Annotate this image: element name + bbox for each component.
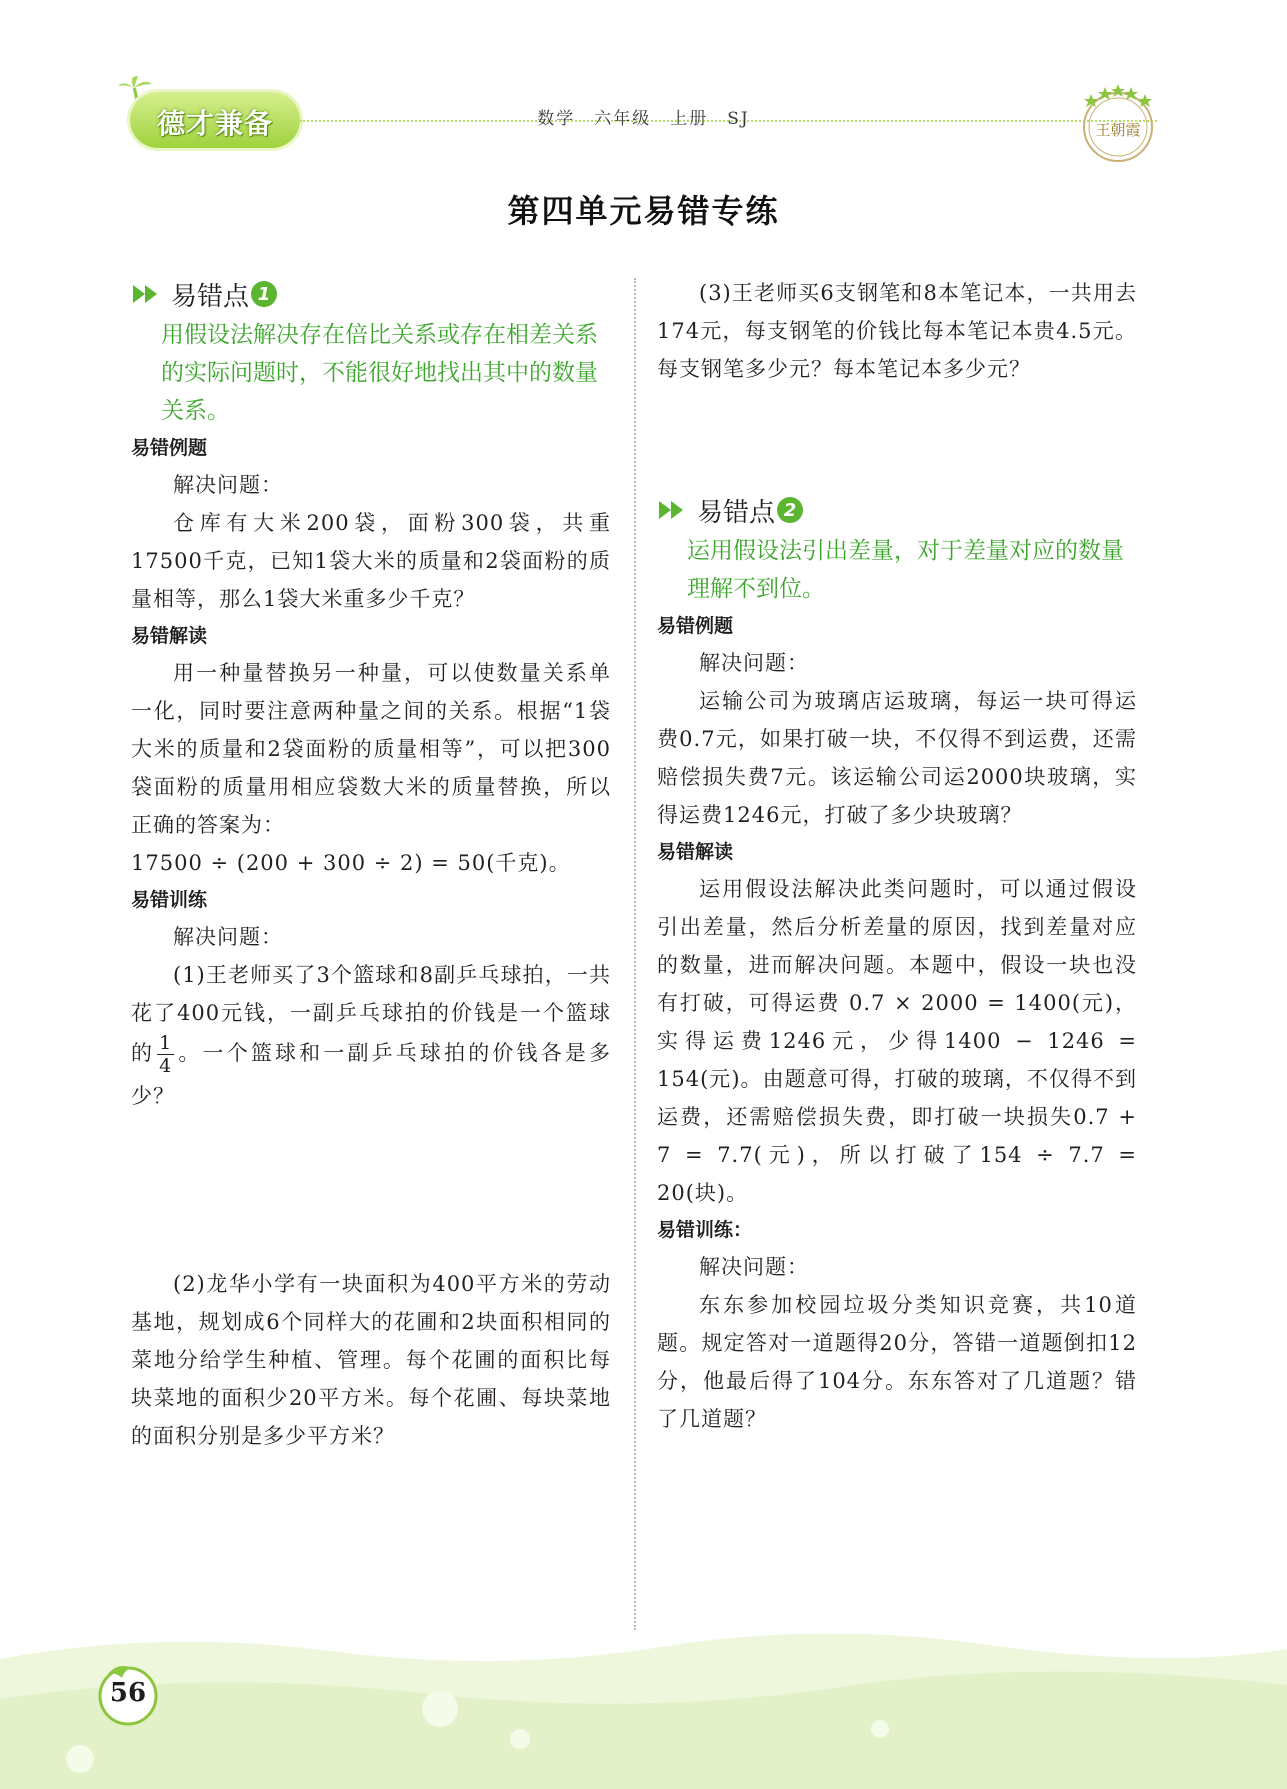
training-question-2: (2)龙华小学有一块面积为400平方米的劳动基地，规划成6个同样大的花圃和2块面积相同的菜地分给学生种植、管理。每个花圃的面积比每块菜地的面积少20平方米。每个花圃、每块菜地的面积分别是多少平方米？ (131, 1272, 611, 1448)
mistake-point-2-heading (657, 488, 1137, 532)
fraction-denominator: 4 (159, 1055, 173, 1077)
column-divider (634, 278, 636, 1630)
example-label-2: 易错例题 (657, 615, 734, 637)
training-intro-1: 解决问题： (173, 925, 283, 949)
logo-text: 德才兼备 (156, 107, 273, 140)
mistake-point-2-number: 2 (777, 497, 803, 523)
analysis-text-1: 用一种量替换另一种量，可以使数量关系单一化，同时要注意两种量之间的关系。根据“1袋大米的质量和2袋面粉的质量相等”，可以把300袋面粉的质量用相应袋数大米的质量替换，所以正确的答案为： (131, 661, 611, 837)
analysis-formula-1: 17500 ÷ (200 + 300 ÷ 2) = 50(千克)。 (131, 851, 571, 875)
answer-space (657, 388, 1137, 488)
mistake-point-1-heading (131, 272, 611, 316)
mistake-point-2-label: 易错点 (697, 497, 776, 528)
fraction-one-quarter (157, 1032, 174, 1077)
analysis-label-2: 易错解读 (657, 841, 734, 863)
fraction-numerator: 1 (159, 1032, 173, 1054)
q1-text-a: (1)王老师买了3个篮球和8副乒乓球拍，一共花了400元钱，一副乒乓球拍的价钱是一个篮球的 (131, 963, 611, 1065)
example-intro-1: 解决问题： (173, 473, 283, 497)
page-number-text: 56 (109, 1678, 147, 1708)
double-arrow-icon (657, 499, 689, 521)
training-question-1 (131, 956, 611, 1115)
training-question-4: 东东参加校园垃圾分类知识竞赛，共10道题。规定答对一道题得20分，答错一道题倒扣12分，他最后得了104分。东东答对了几道题？错了几道题？ (657, 1293, 1137, 1431)
mistake-point-1-label: 易错点 (171, 281, 250, 312)
page-title: 第四单元易错专练 (507, 192, 780, 230)
left-column (131, 272, 611, 1455)
example-intro-2: 解决问题： (699, 651, 809, 675)
footer-decoration (0, 1589, 1287, 1789)
mistake-point-1-number: 1 (251, 281, 277, 307)
header-subject-line: 数学 六年级 上册 SJ (537, 109, 750, 129)
answer-space (131, 1115, 611, 1265)
publisher-seal-logo (1077, 82, 1159, 164)
analysis-label-1: 易错解读 (131, 625, 208, 647)
training-question-3: (3)王老师买6支钢笔和8本笔记本，一共用去174元，每支钢笔的价钱比每本笔记本贵4.5元。每支钢笔多少元？每本笔记本多少元？ (657, 281, 1137, 381)
analysis-text-2: 运用假设法解决此类问题时，可以通过假设引出差量，然后分析差量的原因，找到差量对应的数量，进而解决问题。本题中，假设一块也没有打破，可得运费 0.7 × 2000 = 1400(元)，实得运费1246元，少得1400 − 1246 = 154(元)。由题意可得，打破的玻璃，不仅得不到运费，还需赔偿损失费，即打破一块损失0.7 + 7 = 7.7(元)，所以打破了154 ÷ 7.7 = 20(块)。 (657, 877, 1137, 1205)
page-number (94, 1660, 162, 1728)
double-arrow-icon (131, 283, 163, 305)
training-label-2: 易错训练： (657, 1219, 753, 1241)
right-column (657, 272, 1137, 1438)
mistake-point-2-description: 运用假设法引出差量，对于差量对应的数量理解不到位。 (687, 538, 1124, 602)
example-problem-1: 仓库有大米200袋，面粉300袋，共重17500千克，已知1袋大米的质量和2袋面粉的质量相等，那么1袋大米重多少千克？ (131, 511, 611, 611)
example-label-1: 易错例题 (131, 437, 208, 459)
seal-text: 王朝霞 (1095, 121, 1141, 139)
mistake-point-1-description: 用假设法解决存在倍比关系或存在相差关系的实际问题时，不能很好地找出其中的数量关系。 (161, 322, 598, 424)
training-label-1: 易错训练 (131, 889, 208, 911)
example-problem-2: 运输公司为玻璃店运玻璃，每运一块可得运费0.7元，如果打破一块，不仅得不到运费，还需赔偿损失费7元。该运输公司运2000块玻璃，实得运费1246元，打破了多少块玻璃？ (657, 689, 1137, 827)
q1-text-b: 。一个篮球和一副乒乓球拍的价钱各是多少？ (131, 1041, 612, 1108)
training-intro-2: 解决问题： (699, 1255, 809, 1279)
